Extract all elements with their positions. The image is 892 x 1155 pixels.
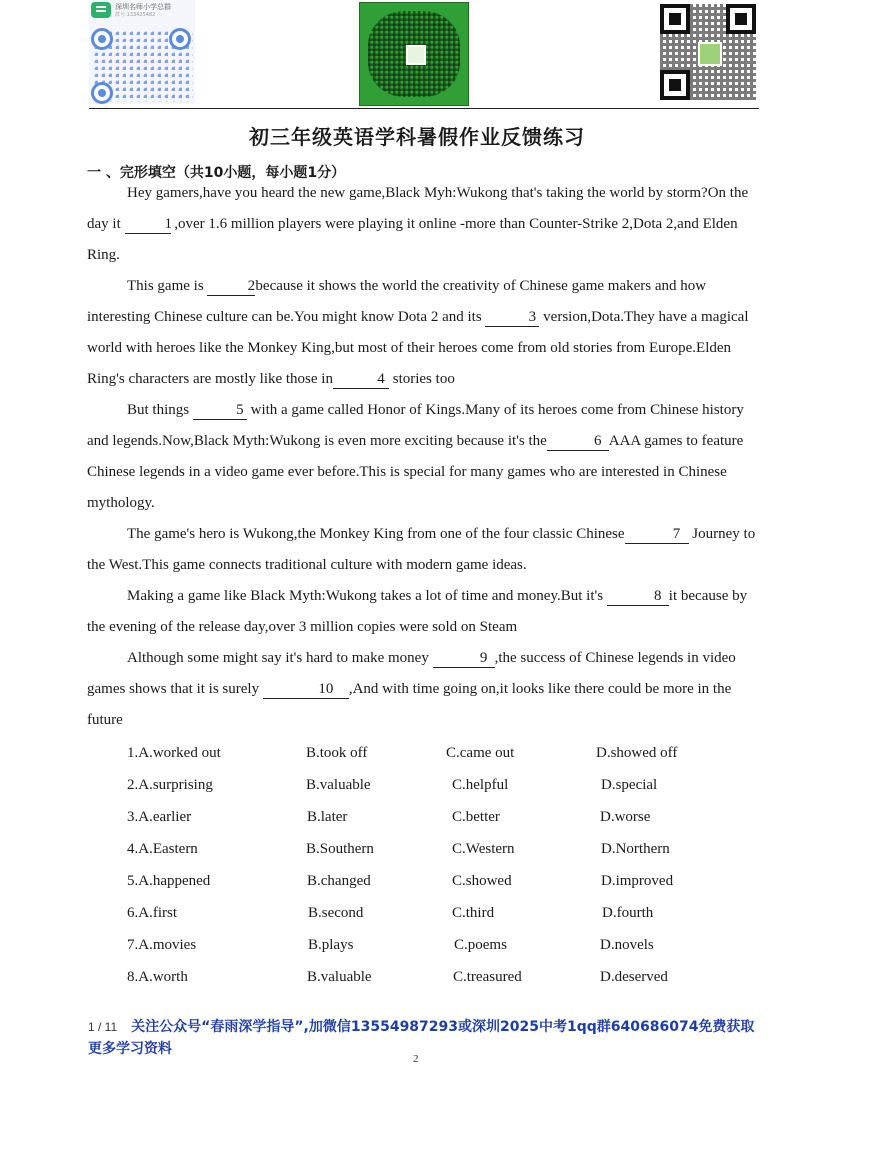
- option-a: 3.A.earlier: [127, 809, 192, 825]
- qr-finder-icon: [91, 82, 113, 104]
- option-row: [127, 773, 767, 805]
- option-a: 7.A.movies: [127, 937, 197, 953]
- passage-text: Although some might say it's hard to make money: [127, 650, 433, 666]
- option-row: [127, 965, 767, 997]
- cloze-blank[interactable]: 2: [207, 278, 255, 296]
- passage-paragraph: [87, 395, 759, 519]
- option-d: D.deserved: [600, 969, 668, 985]
- option-b: B.took off: [306, 745, 368, 761]
- passage-text: Making a game like Black Myth:Wukong takes a lot of time and money.But it's: [127, 588, 607, 604]
- passage-paragraph: [87, 581, 759, 643]
- option-a: 1.A.worked out: [127, 745, 221, 761]
- option-c: C.helpful: [452, 777, 509, 793]
- cloze-blank[interactable]: 5: [193, 402, 247, 420]
- group-badge-subtitle: 群号:133425482: [115, 11, 156, 18]
- option-b: B.second: [308, 905, 364, 921]
- option-d: D.Northern: [601, 841, 670, 857]
- option-b: B.Southern: [306, 841, 374, 857]
- option-a: 4.A.Eastern: [127, 841, 198, 857]
- passage-text: ,the success of Chinese legends in video games shows that it is surely: [87, 650, 736, 697]
- option-d: D.novels: [600, 937, 654, 953]
- option-c: C.treasured: [453, 969, 522, 985]
- passage-paragraph: [87, 178, 759, 271]
- page-title: 初三年级英语学科暑假作业反馈练习: [249, 125, 585, 149]
- option-c: C.better: [452, 809, 500, 825]
- option-b: B.plays: [308, 937, 354, 953]
- cloze-blank[interactable]: 1: [125, 216, 171, 234]
- option-d: D.improved: [601, 873, 674, 889]
- qr-finder-icon: [660, 70, 690, 100]
- cloze-blank[interactable]: 7: [625, 526, 689, 544]
- passage-text: it because by the evening of the release day,over 3 million copies were sold on Steam: [87, 588, 748, 635]
- qr-logo-icon: [406, 45, 426, 65]
- group-badge-title: 深圳名师小学总群: [115, 2, 171, 11]
- header-divider: [89, 108, 759, 109]
- passage-text: Journey to the West.This game connects traditional culture with modern game ideas.: [87, 526, 756, 573]
- answer-options: [127, 741, 767, 997]
- option-c: C.Western: [452, 841, 515, 857]
- cloze-blank[interactable]: 4: [333, 371, 389, 389]
- option-row: [127, 837, 767, 869]
- option-a: 8.A.worth: [127, 969, 188, 985]
- passage-paragraph: [87, 643, 759, 736]
- group-badge: [91, 2, 171, 18]
- passage-text: ,And with time going on,it looks like there could be more in the future: [87, 681, 732, 728]
- option-d: D.showed off: [596, 745, 678, 761]
- passage-text: AAA games to feature Chinese legends in a video game ever before.This is special for many games who are interested in Chinese mythology.: [87, 433, 744, 511]
- passage-text: But things: [127, 402, 193, 418]
- cloze-blank[interactable]: 8: [607, 588, 669, 606]
- cloze-blank[interactable]: 10: [263, 681, 349, 699]
- cloze-blank[interactable]: 6: [547, 433, 609, 451]
- cloze-blank[interactable]: 3: [485, 309, 539, 327]
- account-qr-code: [660, 4, 756, 100]
- passage-text: The game's hero is Wukong,the Monkey King from one of the four classic Chinese: [127, 526, 625, 542]
- promo-footer: [88, 1016, 768, 1060]
- passage-text: This game is: [127, 278, 208, 294]
- passage-text: stories too: [388, 371, 455, 387]
- option-d: D.fourth: [602, 905, 654, 921]
- option-b: B.valuable: [306, 777, 371, 793]
- chat-app-icon: [91, 2, 111, 18]
- passage-text: ,over 1.6 million players were playing it online -more than Counter-Strike 2,Dota 2,and Elden Ring.: [87, 216, 738, 263]
- option-row: [127, 869, 767, 901]
- qr-finder-icon: [169, 28, 191, 50]
- qr-finder-icon: [726, 4, 756, 34]
- passage-text: because it shows the world the creativity of Chinese game makers and how interesting Chinese culture can be.You might know Dota 2 and its: [87, 278, 707, 325]
- option-d: D.special: [601, 777, 658, 793]
- option-a: 6.A.first: [127, 905, 177, 921]
- option-b: B.valuable: [307, 969, 372, 985]
- qr-logo-icon: [698, 42, 722, 66]
- promo-notice: 关注公众号“春雨深学指导”,加微信13554987293或深圳2025中考1qq群640686074免费获取更多学习资料: [88, 1019, 755, 1057]
- passage-text: version,Dota.They have a magical world with heroes like the Monkey King,but most of their heroes come from old stories from Europe.Elden Ring's characters are mostly like those in: [87, 309, 749, 387]
- qr-finder-icon: [660, 4, 690, 34]
- cloze-blank[interactable]: 9: [433, 650, 495, 668]
- option-row: [127, 933, 767, 965]
- qr-finder-icon: [91, 28, 113, 50]
- option-row: [127, 901, 767, 933]
- passage-text: Hey gamers,have you heard the new game,Black Myh:Wukong that's taking the world by storm?On the day it: [87, 185, 749, 232]
- group-qr-code: [89, 0, 195, 104]
- passage-paragraph: [87, 519, 759, 581]
- section-heading: 一 、完形填空（共10小题，每小题1分）: [87, 165, 346, 181]
- option-c: C.showed: [452, 873, 512, 889]
- passage-text: with a game called Honor of Kings.Many of its heroes come from Chinese history and legends.Now,Black Myth:Wukong is even more exciting because it's the: [87, 402, 744, 449]
- page-number: 2: [413, 1053, 419, 1065]
- option-row: [127, 741, 767, 773]
- option-d: D.worse: [600, 809, 651, 825]
- option-a: 2.A.surprising: [127, 777, 213, 793]
- passage-paragraph: [87, 271, 759, 395]
- cloze-passage: [87, 178, 759, 736]
- option-c: C.poems: [454, 937, 507, 953]
- option-c: C.came out: [446, 745, 515, 761]
- page-counter: 1 / 11: [88, 1020, 118, 1034]
- option-b: B.changed: [307, 873, 371, 889]
- option-b: B.later: [307, 809, 348, 825]
- option-row: [127, 805, 767, 837]
- wechat-qr-code: [359, 2, 469, 106]
- option-c: C.third: [452, 905, 495, 921]
- option-a: 5.A.happened: [127, 873, 211, 889]
